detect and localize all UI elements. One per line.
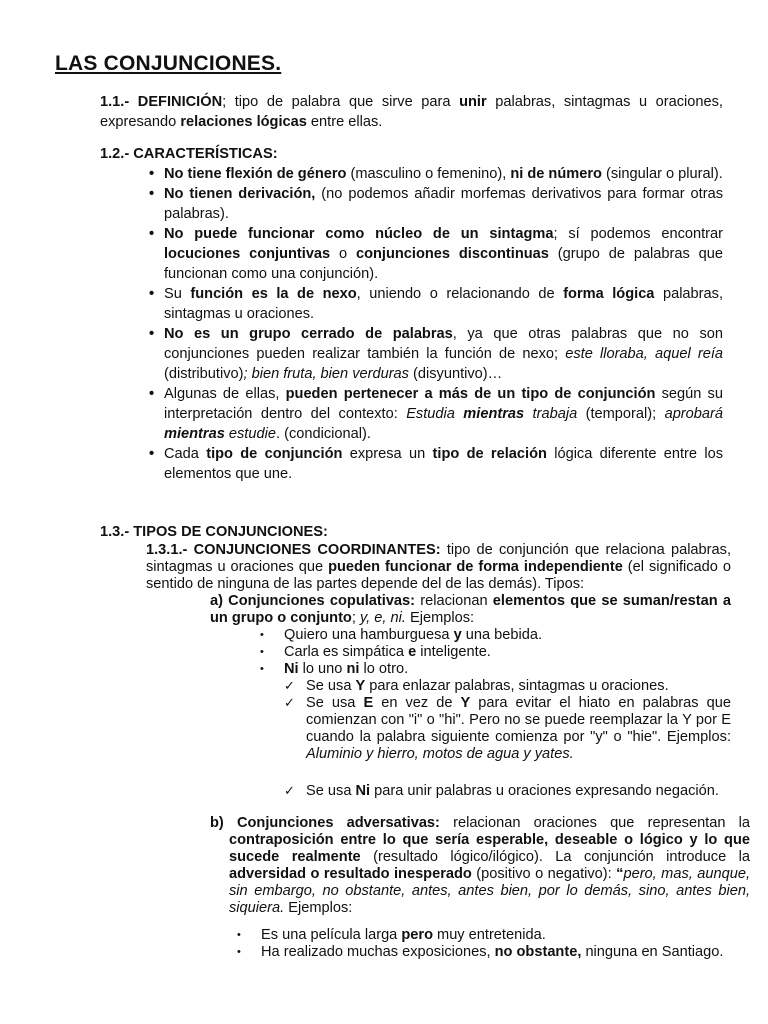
text: ; sí podemos encontrar — [553, 226, 723, 242]
text: Se usa — [306, 783, 356, 799]
list-item — [164, 224, 723, 284]
bold-text: función es la de nexo — [190, 286, 357, 302]
list-item — [284, 627, 724, 644]
text: , uniendo o relacionando de — [356, 286, 564, 302]
coordinating-label: 1.3.1.- CONJUNCIONES COORDINANTES: — [146, 542, 441, 558]
italic-text: Estudia — [406, 406, 464, 422]
text: para enlazar palabras, sintagmas u oraciones. — [365, 678, 669, 694]
text: relacionan — [415, 593, 493, 609]
bold-text: unir — [459, 94, 487, 110]
bold-text: relaciones lógicas — [180, 114, 307, 130]
text: Es una película larga — [261, 927, 402, 943]
text: ; tipo de palabra que sirve para — [222, 94, 460, 110]
text: (temporal); — [577, 406, 665, 422]
copulative-label: a) Conjunciones copulativas: — [210, 593, 416, 609]
characteristics-heading: 1.2.- CARACTERÍSTICAS: — [100, 146, 278, 162]
adversative-examples — [261, 927, 731, 961]
text: Algunas de ellas, — [164, 386, 286, 402]
bold-text: Ni — [355, 783, 371, 799]
italic-text: Aluminio y hierro, motos de agua y yates. — [306, 746, 574, 762]
bold-italic-text: mientras — [463, 406, 525, 422]
bold-text: Ni — [284, 661, 299, 677]
text: Ejemplos: — [405, 610, 475, 626]
text: palabras, sintagmas u oraciones. — [164, 286, 723, 322]
italic-text: pero, mas, aunque, sin embargo, no obstante, antes, antes bien, por lo demás, sino, antes bien, siquiera. — [229, 866, 750, 916]
bold-text: No tienen derivación, — [164, 186, 316, 202]
copulative-rules — [306, 678, 731, 800]
list-item — [164, 284, 723, 324]
list-item — [164, 444, 723, 484]
list-item — [306, 695, 731, 763]
text: , ya que otras palabras que no son conjunciones pueden realizar también la función de nexo; — [164, 326, 723, 362]
italic-text: ; bien fruta, bien verduras — [243, 366, 409, 382]
bold-text: no obstante, — [494, 944, 582, 960]
text: lógica diferente entre los elementos que une. — [164, 446, 723, 482]
list-item — [261, 944, 731, 961]
italic-text: y, e, ni. — [359, 610, 406, 626]
text: (singular o plural). — [601, 166, 723, 182]
text: muy entretenida. — [432, 927, 546, 943]
bold-text: conjunciones discontinuas — [355, 246, 549, 262]
bold-text: elementos que se suman/restan a un grupo o conjunto — [210, 593, 731, 626]
definition-label: 1.1.- DEFINICIÓN — [100, 94, 223, 110]
text: o — [330, 246, 356, 262]
list-item — [164, 384, 723, 444]
bold-text: pueden funcionar de forma independiente — [328, 559, 623, 575]
text: palabras, sintagmas u oraciones, expresando — [100, 94, 723, 130]
text: Carla es simpática — [284, 644, 409, 660]
text: Se usa — [306, 678, 356, 694]
document-title: LAS CONJUNCIONES. — [55, 52, 282, 75]
text: inteligente. — [416, 644, 491, 660]
bold-text: locuciones conjuntivas — [164, 246, 331, 262]
text: Ejemplos: — [284, 900, 353, 916]
text: Su — [164, 286, 191, 302]
text: relacionan oraciones que representan la — [439, 815, 751, 831]
list-item — [164, 164, 723, 184]
bold-text: E — [363, 695, 374, 711]
bold-text: ni de número — [510, 166, 602, 182]
adversative-paragraph — [210, 815, 750, 917]
bold-text: pueden pertenecer a más de un tipo de conjunción — [285, 386, 656, 402]
bold-text: pero — [401, 927, 433, 943]
text: según su interpretación dentro del contexto: — [164, 386, 723, 422]
text: (disyuntivo)… — [408, 366, 503, 382]
list-item — [261, 927, 731, 944]
text: (el significado o sentido de ninguna de las partes depende del de las demás). Tipos: — [146, 559, 731, 592]
bold-text: No tiene flexión de género — [164, 166, 347, 182]
text: (distributivo) — [164, 366, 244, 382]
text: (positivo o negativo): — [471, 866, 617, 882]
text: Se usa — [306, 695, 364, 711]
text: tipo de conjunción que relaciona palabras, sintagmas u oraciones que — [146, 542, 731, 575]
text: para evitar el hiato en palabras que comienzan con "i" o "hi". Pero no se puede reemplazar la Y por E cuando la palabra siguiente comienza por "y" o "hie". Ejemplos: — [306, 695, 731, 745]
italic-text: trabaja — [524, 406, 578, 422]
bold-text: e — [408, 644, 417, 660]
text: lo otro. — [359, 661, 409, 677]
italic-text: aprobará — [664, 406, 723, 422]
bold-text: Y — [355, 678, 366, 694]
bold-text: forma lógica — [563, 286, 655, 302]
list-item — [164, 184, 723, 224]
bold-text: y — [453, 627, 462, 643]
text: (no podemos añadir morfemas derivativos para formar otras palabras). — [164, 186, 723, 222]
text: para unir palabras u oraciones expresando negación. — [370, 783, 719, 799]
bold-text: adversidad o resultado inesperado — [229, 866, 472, 882]
quote-mark: “ — [616, 866, 624, 882]
bold-text: No es un grupo cerrado de palabras — [164, 326, 453, 342]
list-item — [284, 644, 724, 661]
coordinating-paragraph — [146, 542, 731, 593]
types-heading: 1.3.- TIPOS DE CONJUNCIONES: — [100, 524, 328, 540]
text: expresa un — [342, 446, 433, 462]
text: ; — [351, 610, 360, 626]
bold-text: tipo de conjunción — [206, 446, 343, 462]
bold-text: tipo de relación — [432, 446, 547, 462]
italic-text: estudie — [224, 426, 276, 442]
copulative-examples — [284, 627, 724, 678]
copulative-paragraph — [210, 593, 731, 627]
text: Ha realizado muchas exposiciones, — [261, 944, 495, 960]
text: . (condicional). — [275, 426, 371, 442]
adversative-label: b) Conjunciones adversativas: — [210, 815, 440, 831]
text: entre ellas. — [306, 114, 383, 130]
bold-italic-text: mientras — [164, 426, 225, 442]
text: ninguna en Santiago. — [581, 944, 724, 960]
bold-text: No puede funcionar como núcleo de un sintagma — [164, 226, 554, 242]
bold-text: Y — [460, 695, 471, 711]
text: Cada — [164, 446, 207, 462]
characteristics-list — [164, 164, 723, 484]
text: (grupo de palabras que funcionan como una conjunción). — [164, 246, 723, 282]
text: en vez de — [373, 695, 461, 711]
bold-text: ni — [346, 661, 360, 677]
italic-text: este lloraba, aquel reía — [565, 346, 723, 362]
text: una bebida. — [461, 627, 543, 643]
text — [683, 832, 690, 848]
text: (masculino o femenino), — [346, 166, 511, 182]
text: Quiero una hamburguesa — [284, 627, 454, 643]
list-item — [164, 324, 723, 384]
list-item — [306, 678, 731, 695]
list-item — [284, 661, 724, 678]
bold-text: y lo que sucede realmente — [229, 832, 751, 865]
text: lo uno — [298, 661, 347, 677]
bold-text: contraposición entre lo que sería esperable, deseable o lógico — [229, 832, 683, 848]
list-item — [306, 783, 731, 800]
text: (resultado lógico/ilógico). La conjunción introduce la — [360, 849, 750, 865]
definition-paragraph — [100, 92, 723, 132]
